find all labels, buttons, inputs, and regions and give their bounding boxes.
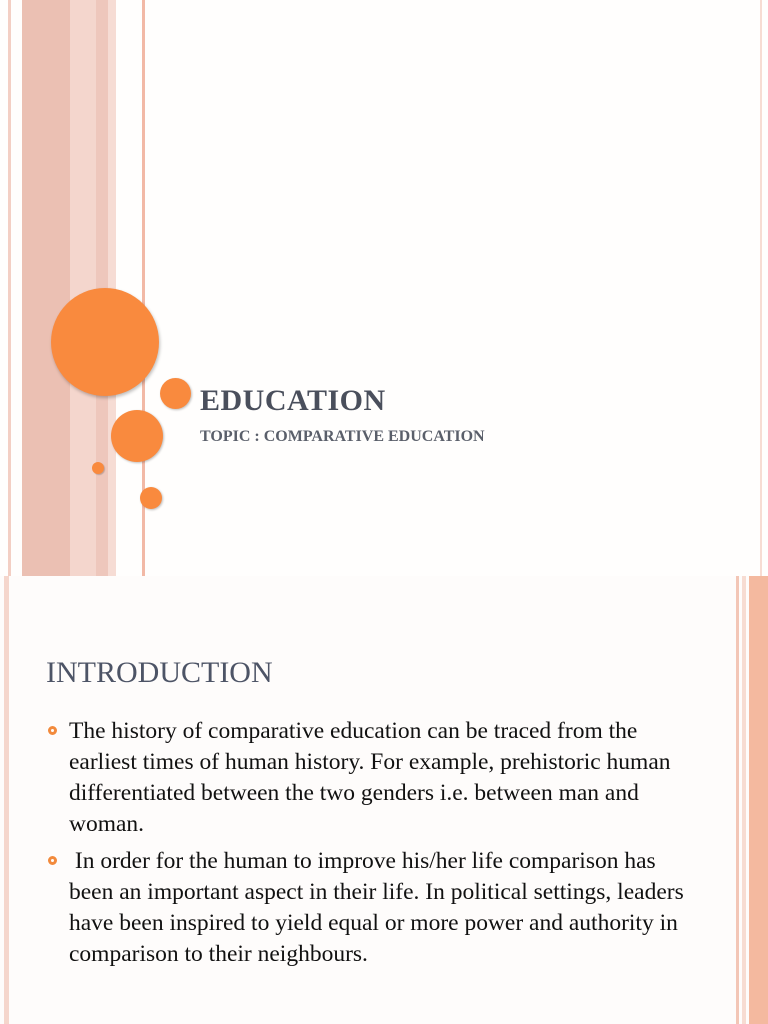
decor-stripe [736, 576, 739, 1024]
decor-stripe [8, 0, 11, 576]
large-circle [51, 288, 159, 396]
decor-stripe [70, 0, 96, 576]
slide-subtitle: TOPIC : COMPARATIVE EDUCATION [200, 428, 485, 445]
bullet-circle-icon [48, 726, 57, 735]
medium-circle [111, 410, 163, 462]
decor-stripe [742, 576, 746, 1024]
list-item [46, 716, 686, 840]
bullet-text: The history of comparative education can be traced from the earliest times of human history. For example, prehistoric human differentiated between the two genders i.e. between man and woman. [69, 718, 671, 837]
slide-title: INTRODUCTION [46, 656, 273, 689]
tiny-circle [92, 462, 104, 474]
decor-stripe [760, 0, 762, 576]
bullet-list [46, 716, 690, 976]
slide-title: EDUCATION [200, 384, 386, 417]
bullet-circle-icon [48, 856, 57, 865]
decor-stripe [749, 576, 768, 1024]
list-item [46, 846, 690, 970]
bullet-text: In order for the human to improve his/her life comparison has been an important aspect in their life. In political settings, leaders have been inspired to yield equal or more power and authority in comparison to their neighbours. [69, 848, 690, 967]
small-circle [160, 378, 191, 409]
small-circle [140, 487, 162, 509]
content-slide [0, 576, 768, 1024]
decor-stripe [4, 576, 9, 1024]
decor-stripe [22, 0, 70, 576]
